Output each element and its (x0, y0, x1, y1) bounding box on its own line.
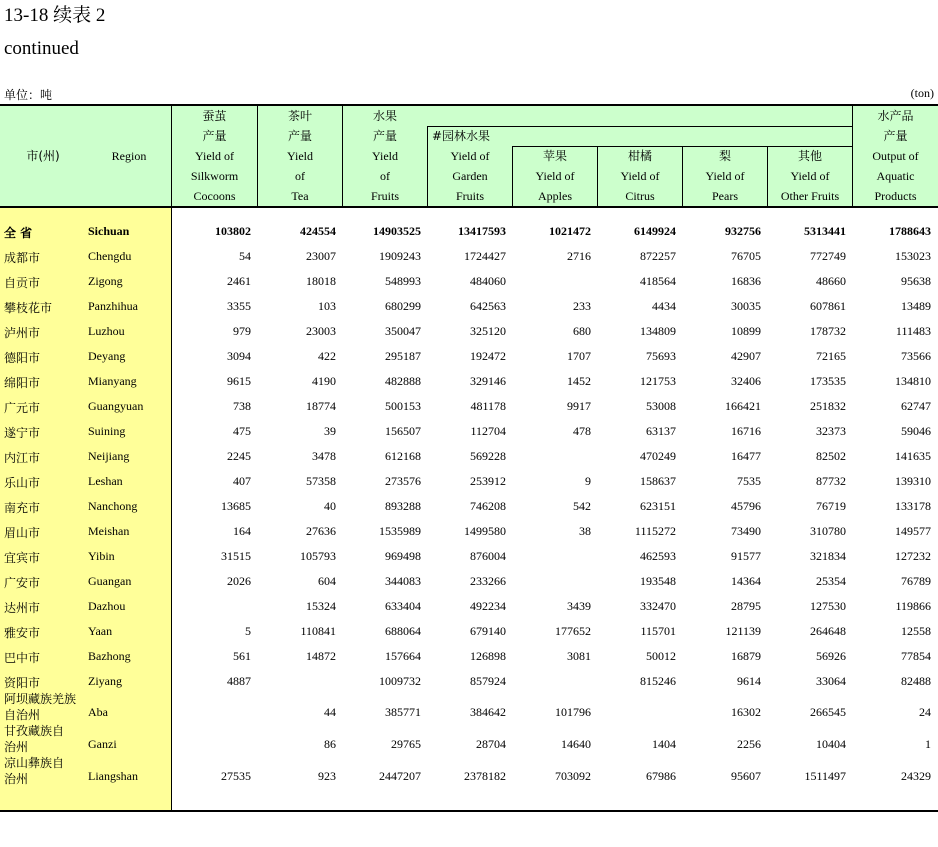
unit-label-cn: 单位：吨 (4, 88, 53, 102)
header-other-fruits: 其他 Yield of Other Fruits (780, 149, 840, 203)
table-row: 攀枝花市 Panzhihua 3355 103 680299 642563 233 4434 30035 607861 13489 (4, 299, 931, 315)
table-row: 资阳市 Ziyang 4887 1009732 857924 815246 9614 33064 82488 (4, 674, 931, 690)
header-pears: 梨 Yield of Pears (705, 149, 745, 203)
table-row: 甘孜藏族自治州 Ganzi 86 29765 28704 14640 1404 2256 10404 1 (4, 724, 931, 754)
table-row: 宜宾市 Yibin 31515 105793 969498 876004 462593 91577 321834 127232 (4, 549, 931, 565)
table-row: 自贡市 Zigong 2461 18018 548993 484060 418564 16836 48660 95638 (4, 274, 931, 290)
table-row: 阿坝藏族羌族自治州 Aba 44 385771 384642 101796 16302 266545 24 (4, 692, 931, 722)
table-row: 广安市 Guangan 2026 604 344083 233266 193548 14364 25354 76789 (4, 574, 931, 590)
table-row: 南充市 Nanchong 13685 40 893288 746208 542 623151 45796 76719 133178 (4, 499, 931, 515)
table-row: 达州市 Dazhou 15324 633404 492234 3439 332470 28795 127530 119866 (4, 599, 931, 615)
table-row: 全 省 Sichuan 103802 424554 14903525 13417593 1021472 6149924 932756 5313441 1788643 (4, 224, 931, 240)
header-region-en: Region (111, 149, 147, 163)
grid-line (427, 126, 852, 127)
table-row: 巴中市 Bazhong 561 14872 157664 126898 3081 50012 16879 56926 77854 (4, 649, 931, 665)
table-title: 13-18 续表 2 (4, 5, 106, 26)
header-garden-group: #园林水果 (432, 129, 491, 143)
table-row: 眉山市 Meishan 164 27636 1535989 1499580 38 1115272 73490 310780 149577 (4, 524, 931, 540)
table-subtitle: continued (4, 38, 79, 59)
table-row: 遂宁市 Suining 475 39 156507 112704 478 63137 16716 32373 59046 (4, 424, 931, 440)
bottom-rule (0, 810, 938, 812)
header-tea: 茶叶 产量 Yield of Tea (287, 109, 313, 203)
top-rule (0, 104, 938, 106)
header-silkworm: 蚕茧 产量 Yield of Silkworm Cocoons (190, 109, 239, 203)
table-row: 广元市 Guangyuan 738 18774 500153 481178 9917 53008 166421 251832 62747 (4, 399, 931, 415)
table-row: 德阳市 Deyang 3094 422 295187 192472 1707 75693 42907 72165 73566 (4, 349, 931, 365)
header-citrus: 柑橘 Yield of Citrus (620, 149, 660, 203)
header-aquatic: 水产品 产量 Output of Aquatic Products (872, 109, 919, 203)
header-garden: Yield of Garden Fruits (450, 149, 490, 203)
table-row: 乐山市 Leshan 407 57358 273576 253912 9 158637 7535 87732 139310 (4, 474, 931, 490)
header-bottom-rule (0, 206, 938, 208)
header-fruits: 水果 产量 Yield of Fruits (370, 109, 399, 203)
unit-label-en: (ton) (910, 86, 934, 100)
table-row: 内江市 Neijiang 2245 3478 612168 569228 470249 16477 82502 141635 (4, 449, 931, 465)
table-row: 凉山彝族自治州 Liangshan 27535 923 2447207 2378182 703092 67986 95607 1511497 24329 (4, 756, 931, 786)
table-body (0, 224, 938, 795)
table-row: 雅安市 Yaan 5 110841 688064 679140 177652 115701 121139 264648 12558 (4, 624, 931, 640)
header-apples: 苹果 Yield of Apples (535, 149, 575, 203)
table-row: 泸州市 Luzhou 979 23003 350047 325120 680 134809 10899 178732 111483 (4, 324, 931, 340)
header-region-cn: 市(州) (26, 149, 60, 163)
table-row: 成都市 Chengdu 54 23007 1909243 1724427 2716 872257 76705 772749 153023 (4, 249, 931, 265)
table-row: 绵阳市 Mianyang 9615 4190 482888 329146 1452 121753 32406 173535 134810 (4, 374, 931, 390)
